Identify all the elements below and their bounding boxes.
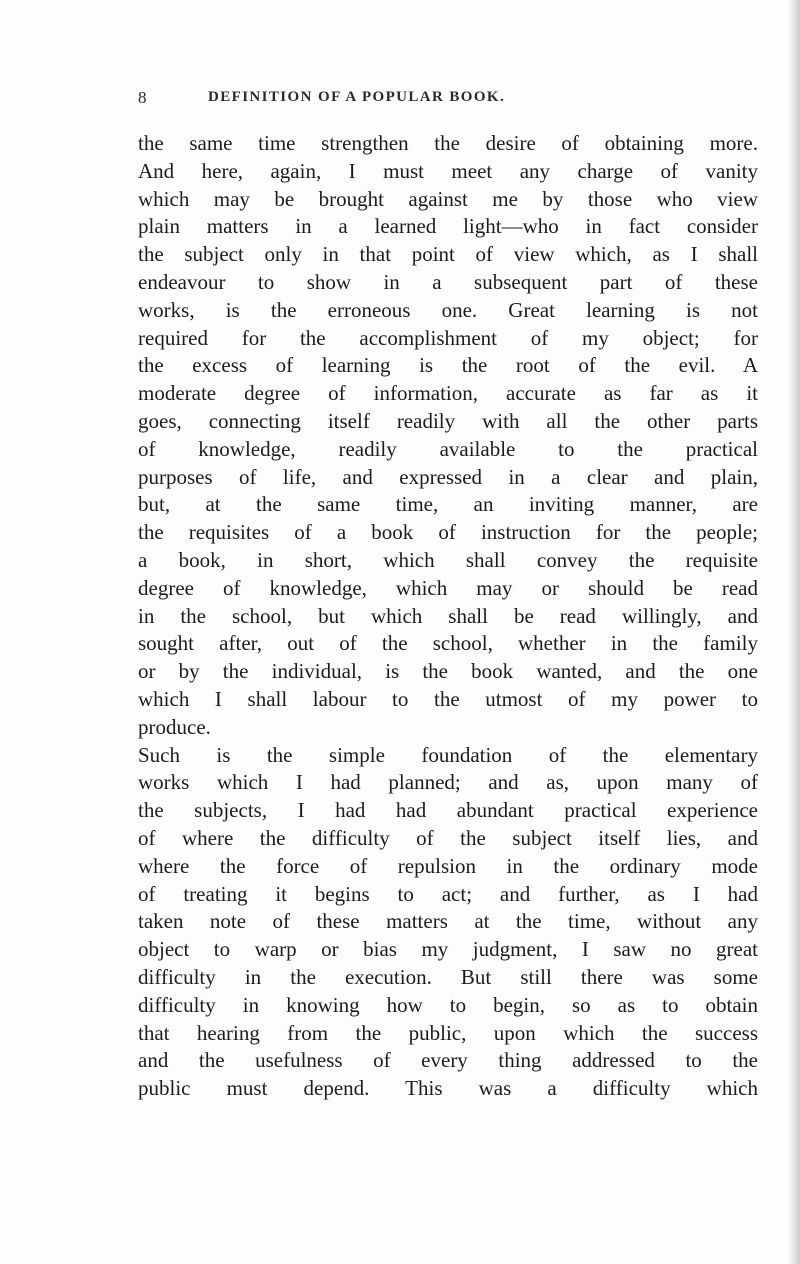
text-line: difficulty in the execution. But still there was some bbox=[138, 964, 758, 989]
text-line: which I shall labour to the utmost of my power to bbox=[138, 686, 758, 711]
page-number: 8 bbox=[138, 88, 147, 107]
text-line: the requisites of a book of instruction for the people; bbox=[138, 520, 758, 545]
text-line: that hearing from the public, upon which the success bbox=[138, 1020, 758, 1045]
text-line: produce. bbox=[138, 714, 211, 739]
page-edge-shadow bbox=[788, 0, 800, 1264]
text-line: of where the difficulty of the subject itself lies, and bbox=[138, 825, 758, 850]
text-line: Such is the simple foundation of the elementary bbox=[138, 742, 758, 767]
text-line: public must depend. This was a difficulty which bbox=[138, 1076, 758, 1101]
running-head bbox=[138, 88, 758, 112]
text-line: endeavour to show in a subsequent part of these bbox=[138, 269, 758, 294]
text-line: the subjects, I had had abundant practical experience bbox=[138, 798, 758, 823]
text-line: goes, connecting itself readily with all the other parts bbox=[138, 408, 758, 433]
text-line: the same time strengthen the desire of obtaining more. bbox=[138, 131, 758, 155]
text-line: sought after, out of the school, whether in the family bbox=[138, 631, 758, 656]
text-line: purposes of life, and expressed in a clear and plain, bbox=[138, 464, 758, 489]
text-line: moderate degree of information, accurate as far as it bbox=[138, 381, 758, 406]
text-line: where the force of repulsion in the ordinary mode bbox=[138, 853, 758, 878]
text-line: in the school, but which shall be read willingly, and bbox=[138, 603, 758, 628]
text-line: which may be brought against me by those who view bbox=[138, 186, 758, 211]
body-text bbox=[138, 130, 758, 1103]
text-line: degree of knowledge, which may or should be read bbox=[138, 575, 758, 600]
text-line: and the usefulness of every thing addressed to the bbox=[138, 1048, 758, 1073]
text-line: works, is the erroneous one. Great learning is not bbox=[138, 297, 758, 322]
text-line: object to warp or bias my judgment, I saw no great bbox=[138, 937, 758, 962]
text-line: required for the accomplishment of my object; for bbox=[138, 325, 758, 350]
text-line: or by the individual, is the book wanted, and the one bbox=[138, 659, 758, 684]
text-line: And here, again, I must meet any charge of vanity bbox=[138, 158, 758, 183]
running-head-title: DEFINITION OF A POPULAR BOOK. bbox=[208, 89, 506, 105]
text-line: works which I had planned; and as, upon many of bbox=[138, 770, 758, 795]
text-line: a book, in short, which shall convey the requisite bbox=[138, 547, 758, 572]
text-line: but, at the same time, an inviting manner, are bbox=[138, 492, 758, 517]
text-line: taken note of these matters at the time, without any bbox=[138, 909, 758, 934]
text-line: difficulty in knowing how to begin, so as to obtain bbox=[138, 992, 758, 1017]
text-line: the excess of learning is the root of the evil. A bbox=[138, 353, 758, 378]
text-line: of knowledge, readily available to the practical bbox=[138, 436, 758, 461]
text-line: the subject only in that point of view which, as I shall bbox=[138, 242, 758, 267]
text-line: of treating it begins to act; and further, as I had bbox=[138, 881, 758, 906]
text-line: plain matters in a learned light—who in fact consider bbox=[138, 214, 758, 239]
